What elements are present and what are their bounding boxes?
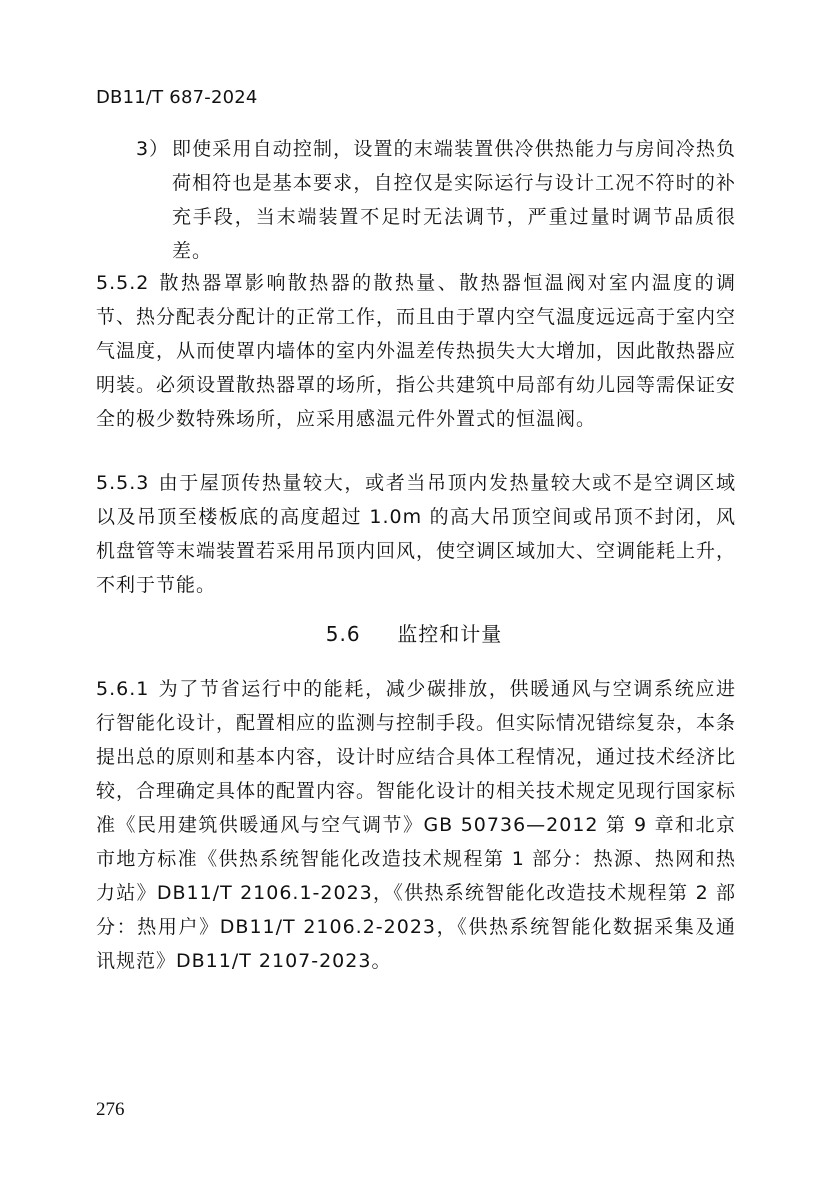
- section-heading: [0, 618, 828, 650]
- list-item-3: [136, 132, 736, 268]
- clause-number: 5.5.2: [96, 272, 150, 294]
- clause-text: 散热器罩影响散热器的散热量、散热器恒温阀对室内温度的调节、热分配表分配计的正常工作，而且由于罩内空气温度远远高于室内空气温度，从而使罩内墙体的室内外温差传热损失大大增加，因此散热器应明装。必须设置散热器罩的场所，指公共建筑中局部有幼儿园等需保证安全的极少数特殊场所，应采用感温元件外置式的恒温阀。: [96, 272, 737, 430]
- clause-number: 5.6.1: [96, 678, 150, 700]
- list-item-marker: 3）: [136, 138, 170, 160]
- clause-5-5-2: [96, 266, 736, 436]
- page-number: 276: [96, 1099, 125, 1120]
- list-item-text: 即使采用自动控制，设置的末端装置供冷供热能力与房间冷热负荷相符也是基本要求，自控仅是实际运行与设计工况不符时的补充手段，当末端装置不足时无法调节，严重过量时调节品质很差。: [172, 138, 736, 262]
- clause-text: 为了节省运行中的能耗，减少碳排放，供暖通风与空调系统应进行智能化设计，配置相应的监测与控制手段。但实际情况错综复杂，本条提出总的原则和基本内容，设计时应结合具体工程情况，通过技术经济比较，合理确定具体的配置内容。智能化设计的相关技术规定见现行国家标准《民用建筑供暖通风与空气调节》GB 50736—2012 第 9 章和北京市地方标准《供热系统智能化改造技术规程第 1 部分：热源、热网和热力站》DB11/T 2106.1-2023，《供热系统智能化改造技术规程第 2 部分：热用户》DB11/T 2106.2-2023，《供热系统智能化数据采集及通讯规范》DB11/T 2107-2023。: [96, 678, 737, 972]
- clause-number: 5.5.3: [96, 472, 150, 494]
- clause-text: 由于屋顶传热量较大，或者当吊顶内发热量较大或不是空调区域以及吊顶至楼板底的高度超过 1.0m 的高大吊顶空间或吊顶不封闭，风机盘管等末端装置若采用吊顶内回风，使空调区域加大、空调能耗上升，不利于节能。: [96, 472, 737, 596]
- clause-5-6-1: [96, 672, 736, 978]
- section-title: 监控和计量: [397, 622, 503, 646]
- standard-code-header: DB11/T 687-2024: [96, 87, 258, 108]
- section-number: 5.6: [325, 622, 361, 646]
- clause-5-5-3: [96, 466, 736, 602]
